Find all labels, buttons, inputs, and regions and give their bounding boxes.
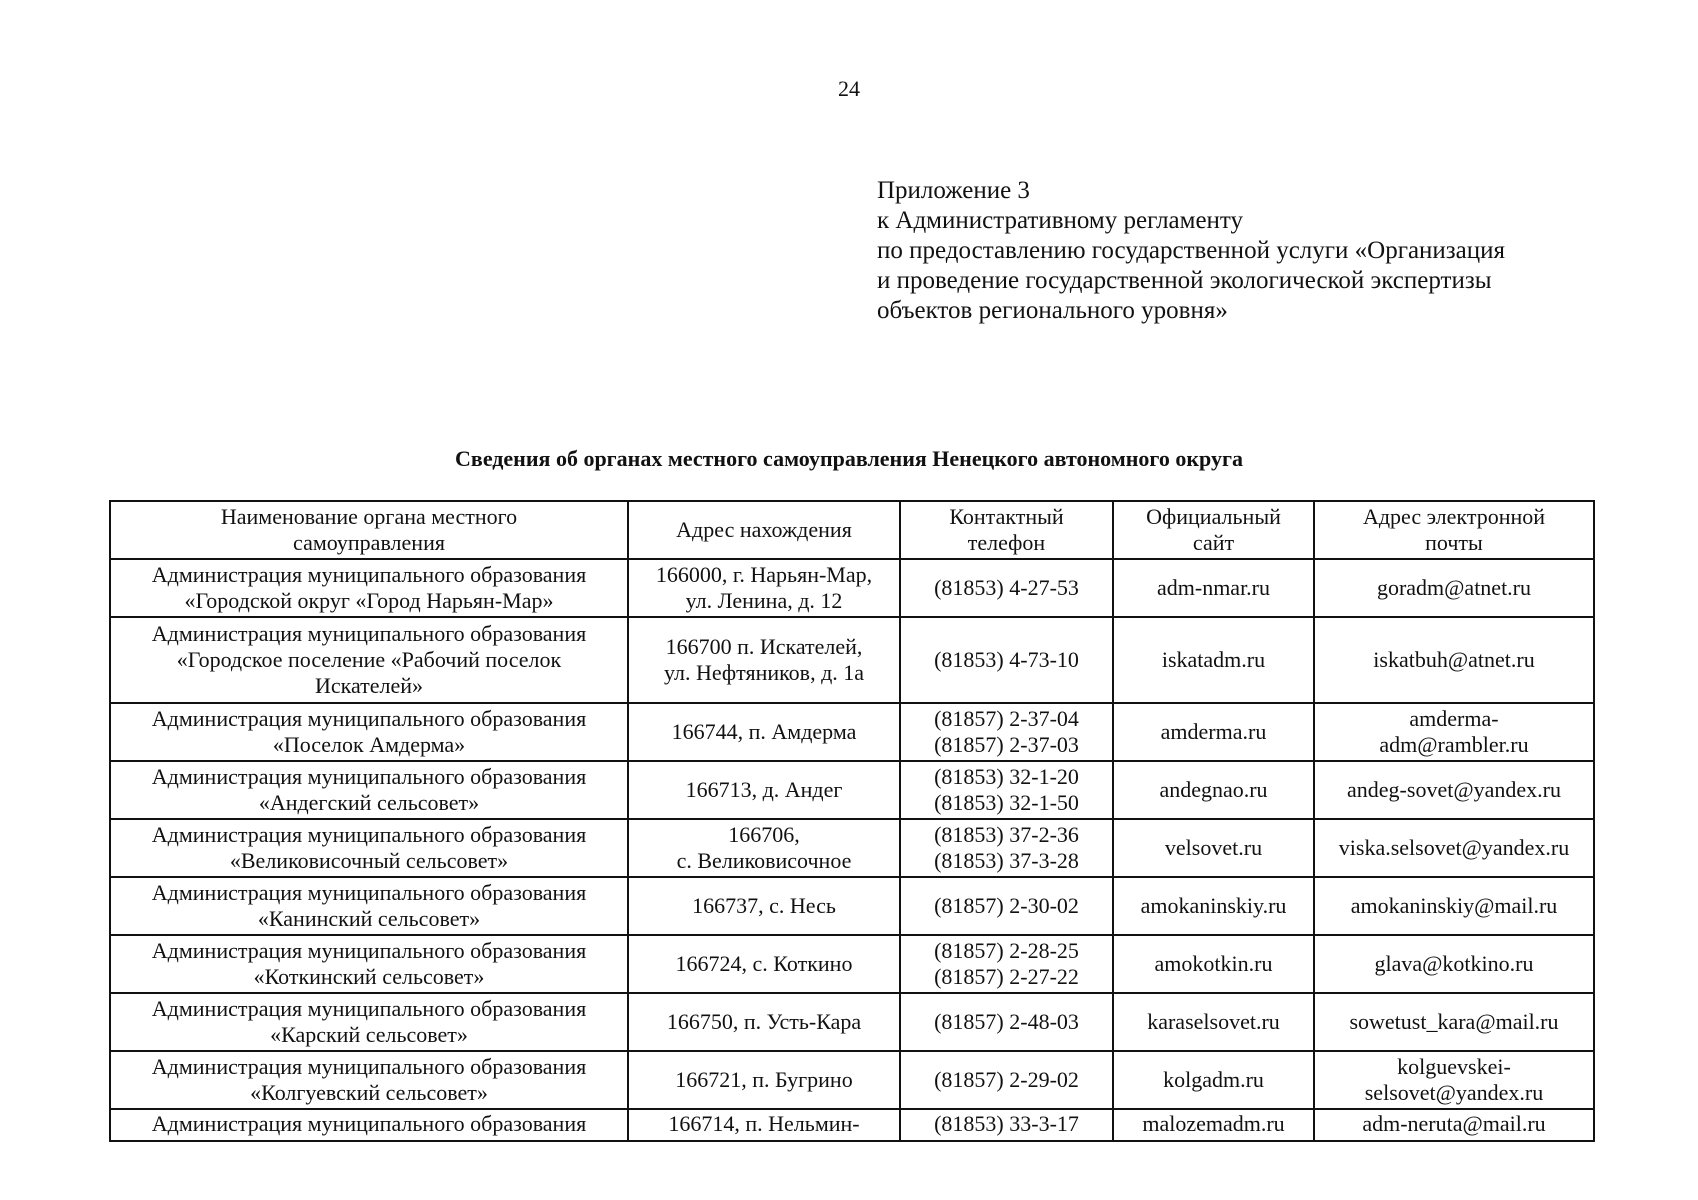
cell-name-line: «Карский сельсовет» — [270, 1022, 468, 1047]
cell-address-line: 166706, — [728, 822, 800, 847]
cell-site-line: velsovet.ru — [1164, 835, 1263, 860]
cell-name-line: Администрация муниципального образования — [151, 621, 587, 646]
cell-email[interactable] — [1314, 761, 1594, 819]
cell-address-line: ул. Ленина, д. 12 — [685, 588, 843, 613]
cell-site-line: karaselsovet.ru — [1147, 1009, 1280, 1034]
cell-name — [110, 1051, 628, 1109]
header-name-line: самоуправления — [293, 530, 445, 555]
cell-address-line: 166750, п. Усть-Кара — [666, 1009, 862, 1034]
appendix-line: к Административному регламенту — [877, 207, 1244, 234]
cell-phone-line: (81857) 2-30-02 — [934, 893, 1079, 918]
table-row — [110, 993, 1594, 1051]
cell-email-line: sowetust_kara@mail.ru — [1349, 1009, 1559, 1034]
cell-email[interactable] — [1314, 617, 1594, 703]
cell-site[interactable] — [1113, 559, 1314, 617]
cell-address — [628, 617, 900, 703]
cell-phone-line: (81857) 2-37-03 — [934, 732, 1079, 757]
header-email-line: почты — [1425, 530, 1483, 555]
appendix-line: объектов регионального уровня» — [877, 297, 1228, 324]
header-site-line: Официальный — [1146, 504, 1281, 529]
cell-email-line: andeg-sovet@yandex.ru — [1347, 777, 1561, 802]
cell-phone — [900, 617, 1113, 703]
cell-address — [628, 703, 900, 761]
cell-name — [110, 703, 628, 761]
cell-address — [628, 993, 900, 1051]
cell-email-line: kolguevskei- — [1397, 1054, 1511, 1079]
cell-site[interactable] — [1113, 617, 1314, 703]
cell-email[interactable] — [1314, 559, 1594, 617]
header-email-line: Адрес электронной — [1362, 504, 1546, 529]
table-row — [110, 559, 1594, 617]
cell-phone-line: (81853) 37-2-36 — [934, 822, 1079, 847]
cell-name-line: «Городское поселение «Рабочий поселок — [176, 647, 562, 672]
cell-phone-line: (81853) 4-73-10 — [934, 647, 1079, 672]
cell-phone — [900, 1051, 1113, 1109]
cell-name-line: «Канинский сельсовет» — [257, 906, 481, 931]
cell-phone — [900, 559, 1113, 617]
table-row — [110, 877, 1594, 935]
cell-phone-line: (81857) 2-28-25 — [934, 938, 1079, 963]
cell-address — [628, 935, 900, 993]
cell-name-line: Искателей» — [314, 673, 424, 698]
cell-email[interactable] — [1314, 935, 1594, 993]
cell-address — [628, 1109, 900, 1141]
appendix-line: Приложение 3 — [877, 177, 1030, 204]
cell-phone-line: (81853) 32-1-20 — [934, 764, 1079, 789]
cell-site-line: amokotkin.ru — [1154, 951, 1273, 976]
document-title: Сведения об органах местного самоуправления Ненецкого автономного округа — [455, 446, 1243, 471]
cell-phone — [900, 761, 1113, 819]
cell-name — [110, 993, 628, 1051]
cell-name-line: Администрация муниципального образования — [151, 996, 587, 1021]
cell-phone — [900, 1109, 1113, 1141]
cell-email[interactable] — [1314, 819, 1594, 877]
cell-site[interactable] — [1113, 761, 1314, 819]
cell-email[interactable] — [1314, 703, 1594, 761]
cell-email[interactable] — [1314, 1051, 1594, 1109]
header-phone-line: телефон — [967, 530, 1046, 555]
cell-phone-line: (81853) 37-3-28 — [934, 848, 1079, 873]
cell-name-line: Администрация муниципального образования — [151, 1054, 587, 1079]
cell-address-line: 166714, п. Нельмин- — [668, 1111, 860, 1136]
table-row — [110, 935, 1594, 993]
cell-name — [110, 1109, 628, 1141]
cell-site[interactable] — [1113, 935, 1314, 993]
cell-site-line: iskatadm.ru — [1161, 647, 1266, 672]
cell-phone-line: (81853) 33-3-17 — [934, 1111, 1079, 1136]
appendix-line: и проведение государственной экологической экспертизы — [877, 267, 1492, 294]
cell-phone-line: (81857) 2-37-04 — [934, 706, 1079, 731]
cell-name-line: «Коткинский сельсовет» — [253, 964, 485, 989]
appendix-reference — [877, 176, 1597, 326]
cell-email-line: selsovet@yandex.ru — [1364, 1080, 1544, 1105]
table-row — [110, 1109, 1594, 1141]
header-name — [110, 501, 628, 559]
table-row — [110, 617, 1594, 703]
cell-site-line: amokaninskiy.ru — [1140, 893, 1287, 918]
cell-site-line: kolgadm.ru — [1163, 1067, 1264, 1092]
cell-address-line: 166737, с. Несь — [692, 893, 836, 918]
cell-name-line: «Городской округ «Город Нарьян-Мар» — [184, 588, 554, 613]
cell-phone-line: (81857) 2-48-03 — [934, 1009, 1079, 1034]
cell-phone-line: (81857) 2-27-22 — [934, 964, 1079, 989]
cell-address-line: 166713, д. Андег — [685, 777, 843, 802]
appendix-line: по предоставлению государственной услуги «Организация — [877, 237, 1506, 264]
cell-phone — [900, 935, 1113, 993]
cell-address-line: с. Великовисочное — [676, 848, 852, 873]
cell-phone — [900, 819, 1113, 877]
cell-address — [628, 761, 900, 819]
cell-name-line: «Колгуевский сельсовет» — [250, 1080, 488, 1105]
table-header-row — [110, 501, 1594, 559]
cell-phone-line: (81857) 2-29-02 — [934, 1067, 1079, 1092]
header-site-line: сайт — [1192, 530, 1235, 555]
header-site — [1113, 501, 1314, 559]
cell-address-line: 166744, п. Амдерма — [671, 719, 857, 744]
cell-name — [110, 617, 628, 703]
cell-address-line: 166721, п. Бугрино — [675, 1067, 853, 1092]
cell-email-line: amokaninskiy@mail.ru — [1350, 893, 1558, 918]
cell-email-line: amderma- — [1409, 706, 1499, 731]
header-name-line: Наименование органа местного — [220, 504, 518, 529]
cell-email-line: adm-neruta@mail.ru — [1362, 1111, 1546, 1136]
cell-address — [628, 559, 900, 617]
cell-email[interactable] — [1314, 1109, 1594, 1141]
cell-phone — [900, 703, 1113, 761]
cell-site-line: adm-nmar.ru — [1156, 575, 1271, 600]
table-row — [110, 819, 1594, 877]
cell-email-line: viska.selsovet@yandex.ru — [1338, 835, 1570, 860]
cell-address — [628, 819, 900, 877]
page-number: 24 — [838, 76, 860, 101]
cell-site-line: amderma.ru — [1160, 719, 1267, 744]
header-phone-line: Контактный — [949, 504, 1064, 529]
header-phone — [900, 501, 1113, 559]
cell-name-line: «Андегский сельсовет» — [258, 790, 480, 815]
cell-site[interactable] — [1113, 819, 1314, 877]
cell-name — [110, 819, 628, 877]
cell-email-line: glava@kotkino.ru — [1374, 951, 1534, 976]
table-row — [110, 761, 1594, 819]
cell-name-line: Администрация муниципального образования — [151, 764, 587, 789]
cell-name-line: «Поселок Амдерма» — [272, 732, 466, 757]
cell-address-line: ул. Нефтяников, д. 1а — [663, 660, 865, 685]
cell-site-line: andegnao.ru — [1159, 777, 1268, 802]
cell-site[interactable] — [1113, 877, 1314, 935]
cell-email-line: adm@rambler.ru — [1379, 732, 1529, 757]
cell-name-line: Администрация муниципального образования — [151, 938, 587, 963]
cell-site[interactable] — [1113, 703, 1314, 761]
cell-name — [110, 877, 628, 935]
cell-name-line: Администрация муниципального образования — [151, 706, 587, 731]
cell-name-line: Администрация муниципального образования — [151, 1111, 587, 1136]
cell-email-line: iskatbuh@atnet.ru — [1373, 647, 1535, 672]
cell-email[interactable] — [1314, 877, 1594, 935]
header-address-line: Адрес нахождения — [676, 517, 852, 542]
cell-phone-line: (81853) 32-1-50 — [934, 790, 1079, 815]
cell-phone — [900, 993, 1113, 1051]
cell-address-line: 166724, с. Коткино — [675, 951, 853, 976]
table-row — [110, 703, 1594, 761]
cell-address-line: 166700 п. Искателей, — [665, 634, 863, 659]
cell-name-line: Администрация муниципального образования — [151, 562, 587, 587]
cell-name-line: Администрация муниципального образования — [151, 822, 587, 847]
cell-email[interactable] — [1314, 993, 1594, 1051]
cell-name — [110, 761, 628, 819]
cell-name — [110, 935, 628, 993]
cell-site[interactable] — [1113, 993, 1314, 1051]
cell-name — [110, 559, 628, 617]
cell-address — [628, 877, 900, 935]
local-government-table — [109, 500, 1595, 1142]
header-address — [628, 501, 900, 559]
cell-site[interactable] — [1113, 1051, 1314, 1109]
cell-address-line: 166000, г. Нарьян-Мар, — [655, 562, 873, 587]
cell-name-line: Администрация муниципального образования — [151, 880, 587, 905]
cell-name-line: «Великовисочный сельсовет» — [229, 848, 509, 873]
cell-site[interactable] — [1113, 1109, 1314, 1141]
table-body — [110, 559, 1594, 1141]
table-wrapper — [109, 500, 1593, 1142]
cell-phone-line: (81853) 4-27-53 — [934, 575, 1079, 600]
cell-email-line: goradm@atnet.ru — [1376, 575, 1532, 600]
cell-site-line: malozemadm.ru — [1142, 1111, 1285, 1136]
header-email — [1314, 501, 1594, 559]
cell-phone — [900, 877, 1113, 935]
table-row — [110, 1051, 1594, 1109]
cell-address — [628, 1051, 900, 1109]
